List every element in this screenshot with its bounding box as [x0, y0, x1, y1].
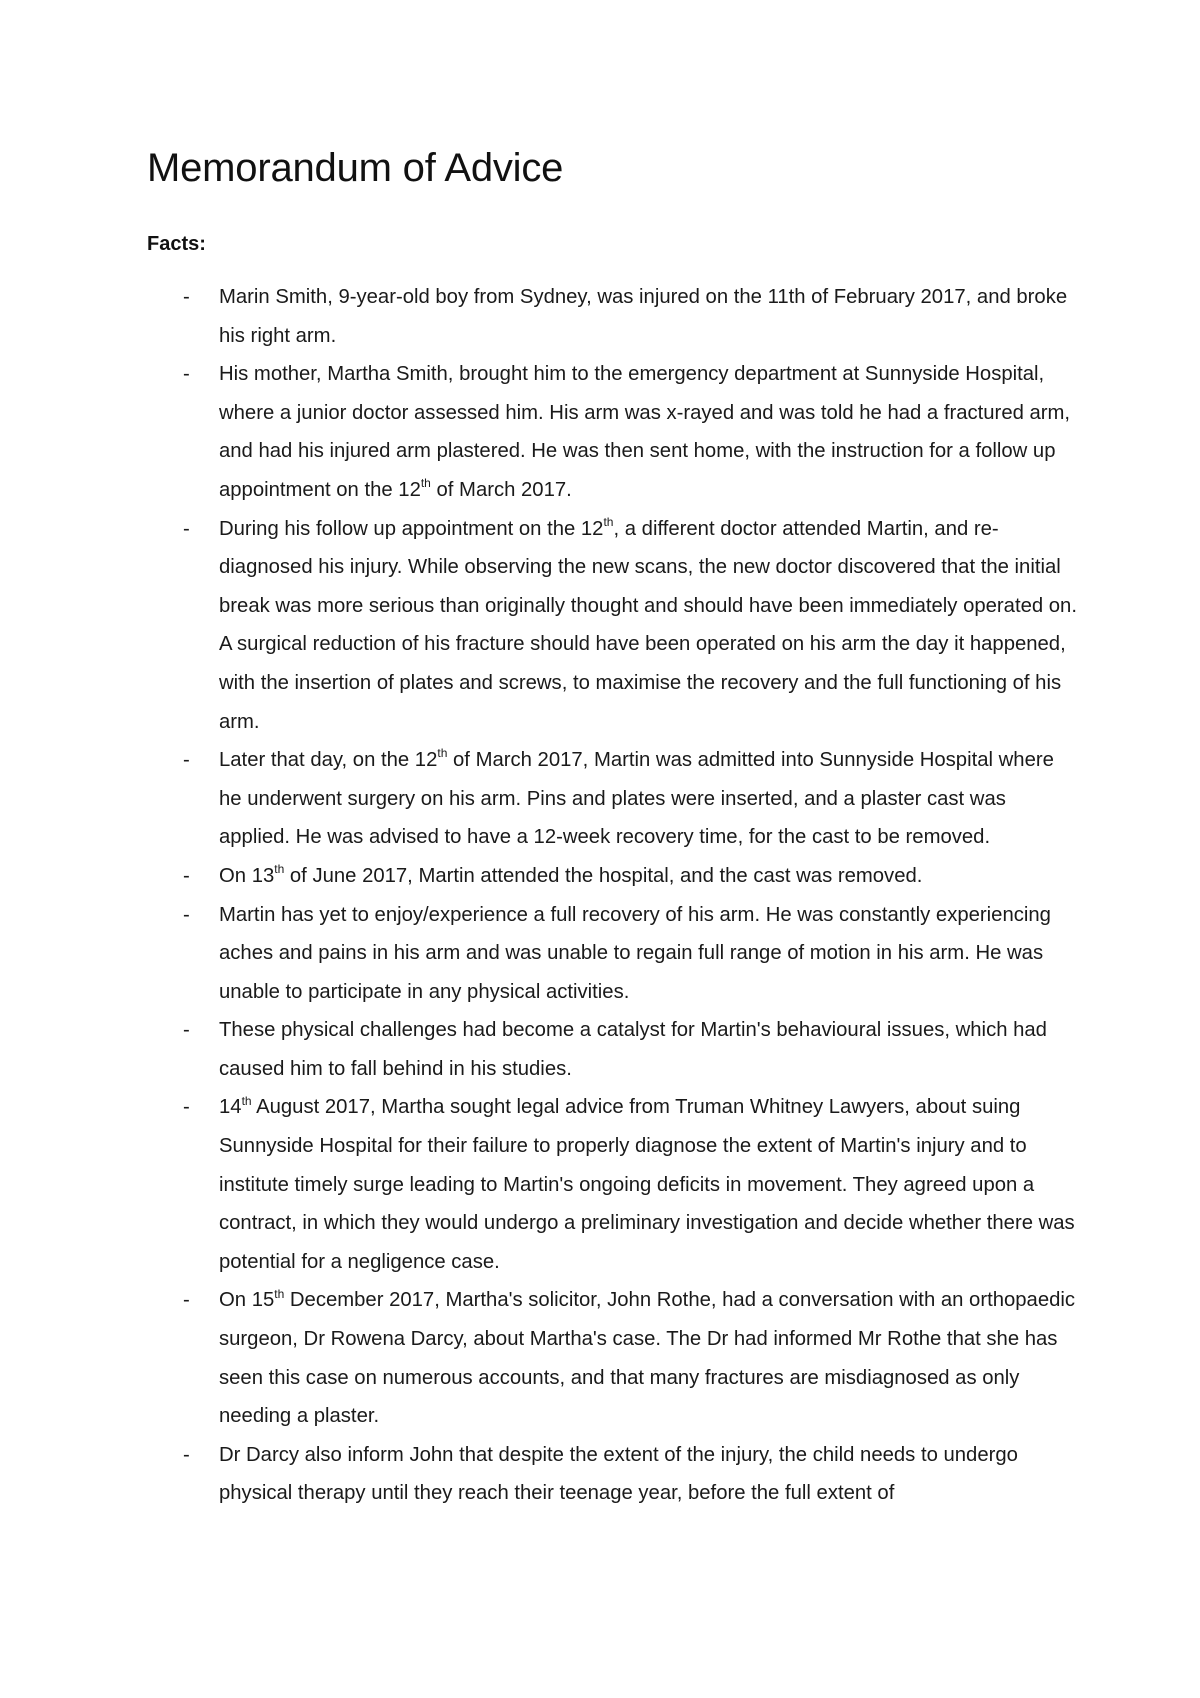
bullet-marker: - — [183, 286, 190, 308]
fact-text: His mother, Martha Smith, brought him to the emergency department at Sunnyside Hospital, where a junior doctor assessed him. His arm was x-rayed and was told he had a fractured arm, and had his injured arm plastered. He was then sent home, with the instruction for a follow up appointment on the 12th of March 2017. — [219, 363, 1071, 501]
document-title: Memorandum of Advice — [147, 146, 564, 190]
ordinal-superscript: th — [420, 476, 431, 491]
bullet-marker: - — [183, 517, 190, 540]
bullet-marker: - — [183, 749, 190, 772]
fact-text: These physical challenges had become a catalyst for Martin's behavioural issues, which had caused him to fall behind in his studies. — [219, 1019, 1047, 1080]
fact-text: Marin Smith, 9-year-old boy from Sydney, was injured on the 11th of February 2017, and broke his right arm. — [219, 286, 1068, 347]
bullet-marker: - — [183, 864, 190, 887]
fact-text: On 15th December 2017, Martha's solicitor, John Rothe, had a conversation with an orthopaedic surgeon, Dr Rowena Darcy, about Martha's case. The Dr had informed Mr Rothe that she has seen this case on numerous accounts, and that many fractures are misdiagnosed as only needing a plaster. — [219, 1286, 1076, 1428]
ordinal-superscript: th — [274, 1286, 285, 1301]
fact-item — [147, 510, 1077, 742]
fact-text: 14th August 2017, Martha sought legal advice from Truman Whitney Lawyers, about suing Sunnyside Hospital for their failure to properly diagnose the extent of Martin's injury and to institute timely surge leading to Martin's ongoing deficits in movement. They agreed upon a contract, in which they would undergo a preliminary investigation and decide whether there was potential for a negligence case. — [219, 1093, 1075, 1273]
fact-item — [147, 741, 1077, 857]
ordinal-superscript: th — [437, 746, 448, 761]
fact-item — [147, 278, 1077, 355]
bullet-marker: - — [183, 363, 190, 386]
bullet-marker: - — [183, 1289, 190, 1312]
fact-item — [147, 355, 1077, 509]
fact-item — [147, 857, 1077, 896]
fact-text: During his follow up appointment on the 12th, a different doctor attended Martin, and re-diagnosed his injury. While observing the new scans, the new doctor discovered that the initial break was more serious than originally thought and should have been immediately operated on. A surgical reduction of his fracture should have been operated on his arm the day it happened, with the insertion of plates and screws, to maximise the recovery and the full functioning of his arm. — [219, 514, 1077, 733]
fact-text: Martin has yet to enjoy/experience a full recovery of his arm. He was constantly experiencing aches and pains in his arm and was unable to regain full range of motion in his arm. He was unable to participate in any physical activities. — [219, 903, 1051, 1003]
bullet-marker: - — [183, 903, 190, 926]
fact-item — [147, 1011, 1077, 1088]
fact-item — [147, 896, 1077, 1012]
fact-item — [147, 1088, 1077, 1281]
bullet-marker: - — [183, 1019, 190, 1042]
fact-item — [147, 1281, 1077, 1435]
bullet-marker: - — [183, 1443, 190, 1466]
section-heading-facts: Facts: — [147, 233, 206, 255]
bullet-marker: - — [183, 1096, 190, 1119]
fact-item — [147, 1436, 1077, 1513]
ordinal-superscript: th — [241, 1093, 252, 1108]
facts-list — [147, 278, 1077, 1513]
fact-text: On 13th of June 2017, Martin attended the hospital, and the cast was removed. — [219, 862, 923, 887]
fact-text: Dr Darcy also inform John that despite the extent of the injury, the child needs to undergo physical therapy until they reach their teenage year, before the full extent of — [219, 1443, 1018, 1505]
fact-text: Later that day, on the 12th of March 2017, Martin was admitted into Sunnyside Hospital where he underwent surgery on his arm. Pins and plates were inserted, and a plaster cast was applied. He was advised to have a 12-week recovery time, for the cast to be removed. — [219, 746, 1054, 849]
ordinal-superscript: th — [603, 514, 614, 529]
ordinal-superscript: th — [274, 862, 285, 877]
